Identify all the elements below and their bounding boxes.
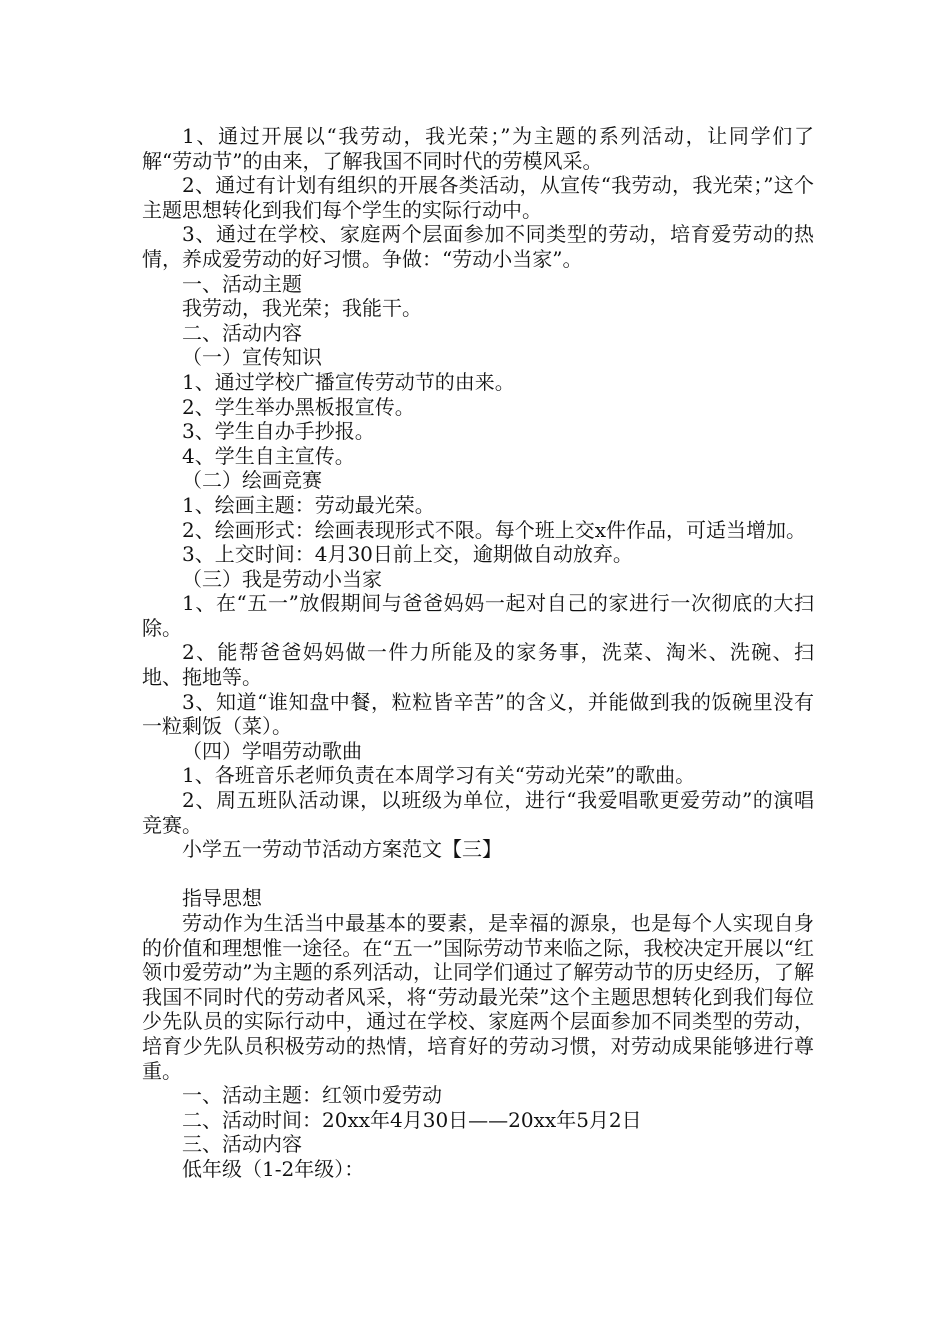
paragraph: 劳动作为生活当中最基本的要素，是幸福的源泉，也是每个人实现自身的价值和理想惟一途径。在“五一”国际劳动节来临之际，我校决定开展以“红领巾爱劳动”为主题的系列活动，让同学们通过了解劳动节的历史经历，了解我国不同时代的劳动者风采，将“劳动最光荣”这个主题思想转化到我们每位少先队员的实际行动中，通过在学校、家庭两个层面参加不同类型的劳动，培育少先队员积极劳动的热情，培育好的劳动习惯，对劳动成果能够进行尊重。 (142, 911, 814, 1083)
subsection-heading: （四）学唱劳动歌曲 (182, 738, 362, 763)
paragraph: 1、通过学校广播宣传劳动节的由来。 (182, 369, 515, 394)
paragraph: 4、学生自主宣传。 (182, 443, 355, 468)
document-body (142, 124, 814, 1182)
paragraph: 1、通过开展以“我劳动，我光荣；”为主题的系列活动，让同学们了解“劳动节”的由来，了解我国不同时代的劳模风采。 (142, 124, 814, 173)
blank-line (142, 862, 814, 887)
paragraph: 3、上交时间：4月30日前上交，逾期做自动放弃。 (182, 542, 633, 567)
document-title: 小学五一劳动节活动方案范文【三】 (182, 837, 502, 862)
section-heading: 二、活动时间：20xx年4月30日——20xx年5月2日 (182, 1107, 642, 1132)
paragraph: 2、绘画形式：绘画表现形式不限。每个班上交x件作品，可适当增加。 (182, 517, 807, 542)
section-heading: 二、活动内容 (182, 320, 302, 345)
paragraph: 2、周五班队活动课，以班级为单位，进行“我爱唱歌更爱劳动”的演唱竞赛。 (142, 788, 814, 837)
paragraph: 2、能帮爸爸妈妈做一件力所能及的家务事，洗菜、淘米、洗碗、扫地、拖地等。 (142, 640, 814, 690)
paragraph: 低年级（1-2年级）： (182, 1156, 365, 1181)
paragraph: 我劳动，我光荣；我能干。 (182, 296, 422, 321)
paragraph: 3、学生自办手抄报。 (182, 419, 375, 444)
section-heading: 一、活动主题 (182, 271, 302, 296)
subsection-heading: （一）宣传知识 (182, 345, 322, 370)
paragraph: 1、绘画主题：劳动最光荣。 (182, 492, 435, 517)
paragraph: 1、在“五一”放假期间与爸爸妈妈一起对自己的家进行一次彻底的大扫除。 (142, 591, 814, 640)
paragraph: 2、学生举办黑板报宣传。 (182, 394, 415, 419)
paragraph: 3、通过在学校、家庭两个层面参加不同类型的劳动，培育爱劳动的热情，养成爱劳动的好习惯。争做：“劳动小当家”。 (142, 222, 814, 271)
section-heading: 三、活动内容 (182, 1132, 302, 1157)
subsection-heading: （二）绘画竞赛 (182, 468, 322, 493)
paragraph: 3、知道“谁知盘中餐，粒粒皆辛苦”的含义，并能做到我的饭碗里没有一粒剩饭（菜）。 (142, 689, 814, 739)
section-heading: 一、活动主题：红领巾爱劳动 (182, 1083, 442, 1108)
paragraph: 2、通过有计划有组织的开展各类活动，从宣传“我劳动，我光荣；”这个主题思想转化到我们每个学生的实际行动中。 (142, 173, 814, 222)
paragraph: 1、各班音乐老师负责在本周学习有关“劳动光荣”的歌曲。 (182, 763, 696, 788)
section-heading: 指导思想 (182, 886, 262, 911)
subsection-heading: （三）我是劳动小当家 (182, 566, 382, 591)
